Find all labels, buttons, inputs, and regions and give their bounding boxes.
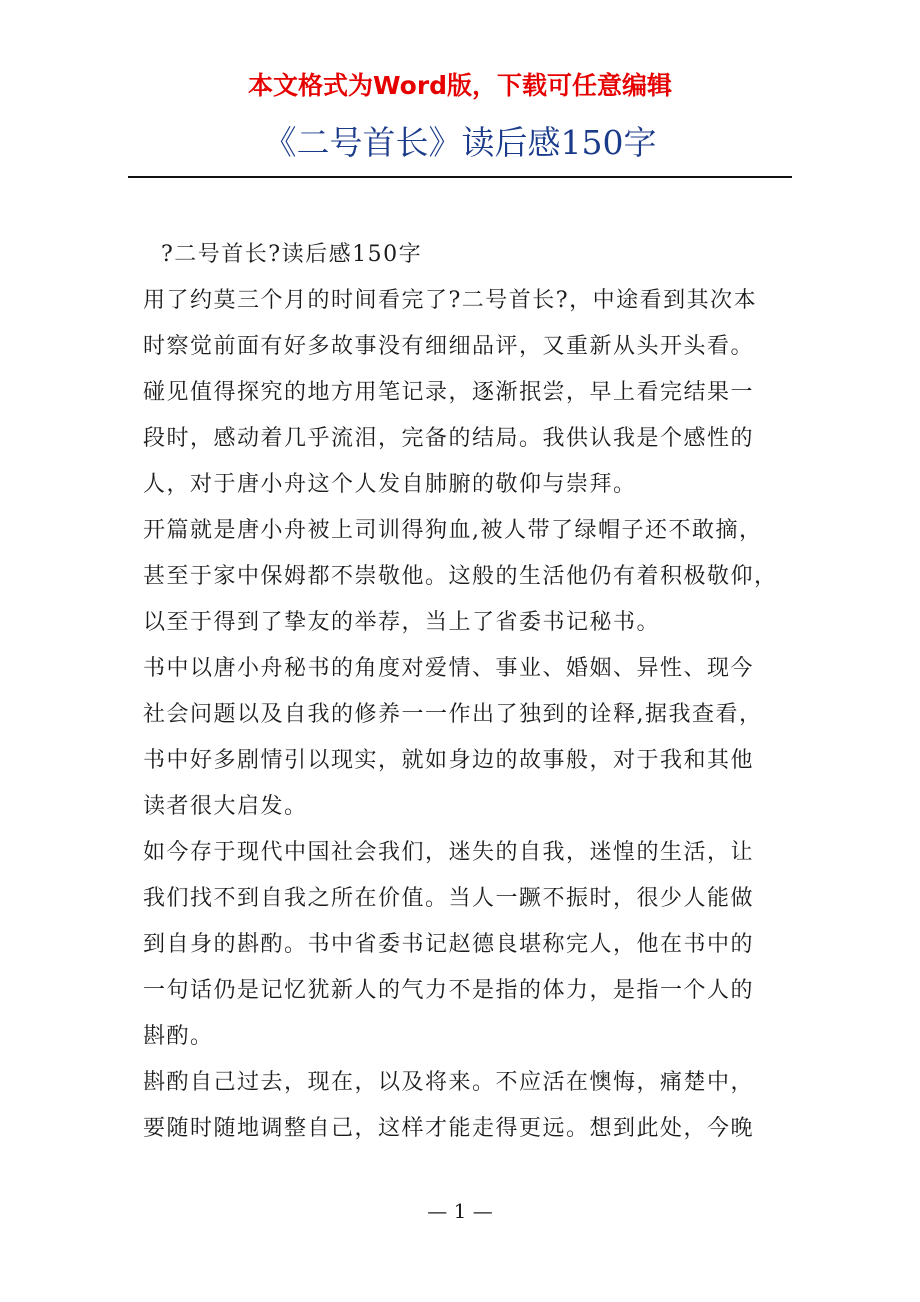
body-line: 要随时随地调整自己，这样才能走得更远。想到此处，今晚 [143, 1116, 755, 1141]
document-body [143, 232, 793, 1152]
format-banner: 本文格式为Word版，下载可任意编辑 [247, 71, 673, 100]
body-line: 碰见值得探究的地方用笔记录，逐渐抿尝，早上看完结果一 [143, 380, 755, 405]
body-line: 以至于得到了挚友的举荐，当上了省委书记秘书。 [143, 610, 661, 635]
body-line: 社会问题以及自我的修养一一作出了独到的诠释,据我查看， [143, 702, 763, 727]
title-divider [128, 176, 792, 178]
body-line: 如今存于现代中国社会我们，迷失的自我，迷惶的生活，让 [143, 840, 755, 865]
body-line: 斟酌自己过去，现在，以及将来。不应活在懊悔，痛楚中， [143, 1070, 755, 1095]
body-line: 时察觉前面有好多故事没有细细品评，又重新从头开头看。 [143, 334, 755, 359]
body-line: 我们找不到自我之所在价值。当人一蹶不振时，很少人能做 [143, 886, 755, 911]
body-line: 开篇就是唐小舟被上司训得狗血,被人带了绿帽子还不敢摘， [143, 518, 763, 543]
document-title: 《二号首长》读后感150字 [263, 123, 657, 162]
body-subtitle-line: ?二号首长?读后感150字 [161, 242, 423, 267]
body-line: 人，对于唐小舟这个人发自肺腑的敬仰与崇拜。 [143, 472, 637, 497]
body-line: 书中好多剧情引以现实，就如身边的故事般，对于我和其他 [143, 748, 755, 773]
body-line: 斟酌。 [143, 1024, 214, 1049]
body-line: 书中以唐小舟秘书的角度对爱情、事业、婚姻、异性、现今 [143, 656, 755, 681]
body-line: 一句话仍是记忆犹新人的气力不是指的体力，是指一个人的 [143, 978, 755, 1003]
body-line: 到自身的斟酌。书中省委书记赵德良堪称完人，他在书中的 [143, 932, 755, 957]
body-line: 读者很大启发。 [143, 794, 308, 819]
body-line: 段时，感动着几乎流泪，完备的结局。我供认我是个感性的 [143, 426, 755, 451]
page-number: — 1 — [427, 1199, 493, 1223]
body-line: 甚至于家中保姆都不崇敬他。这般的生活他仍有着积极敬仰， [143, 564, 778, 589]
body-line: 用了约莫三个月的时间看完了?二号首长?，中途看到其次本 [143, 288, 758, 313]
